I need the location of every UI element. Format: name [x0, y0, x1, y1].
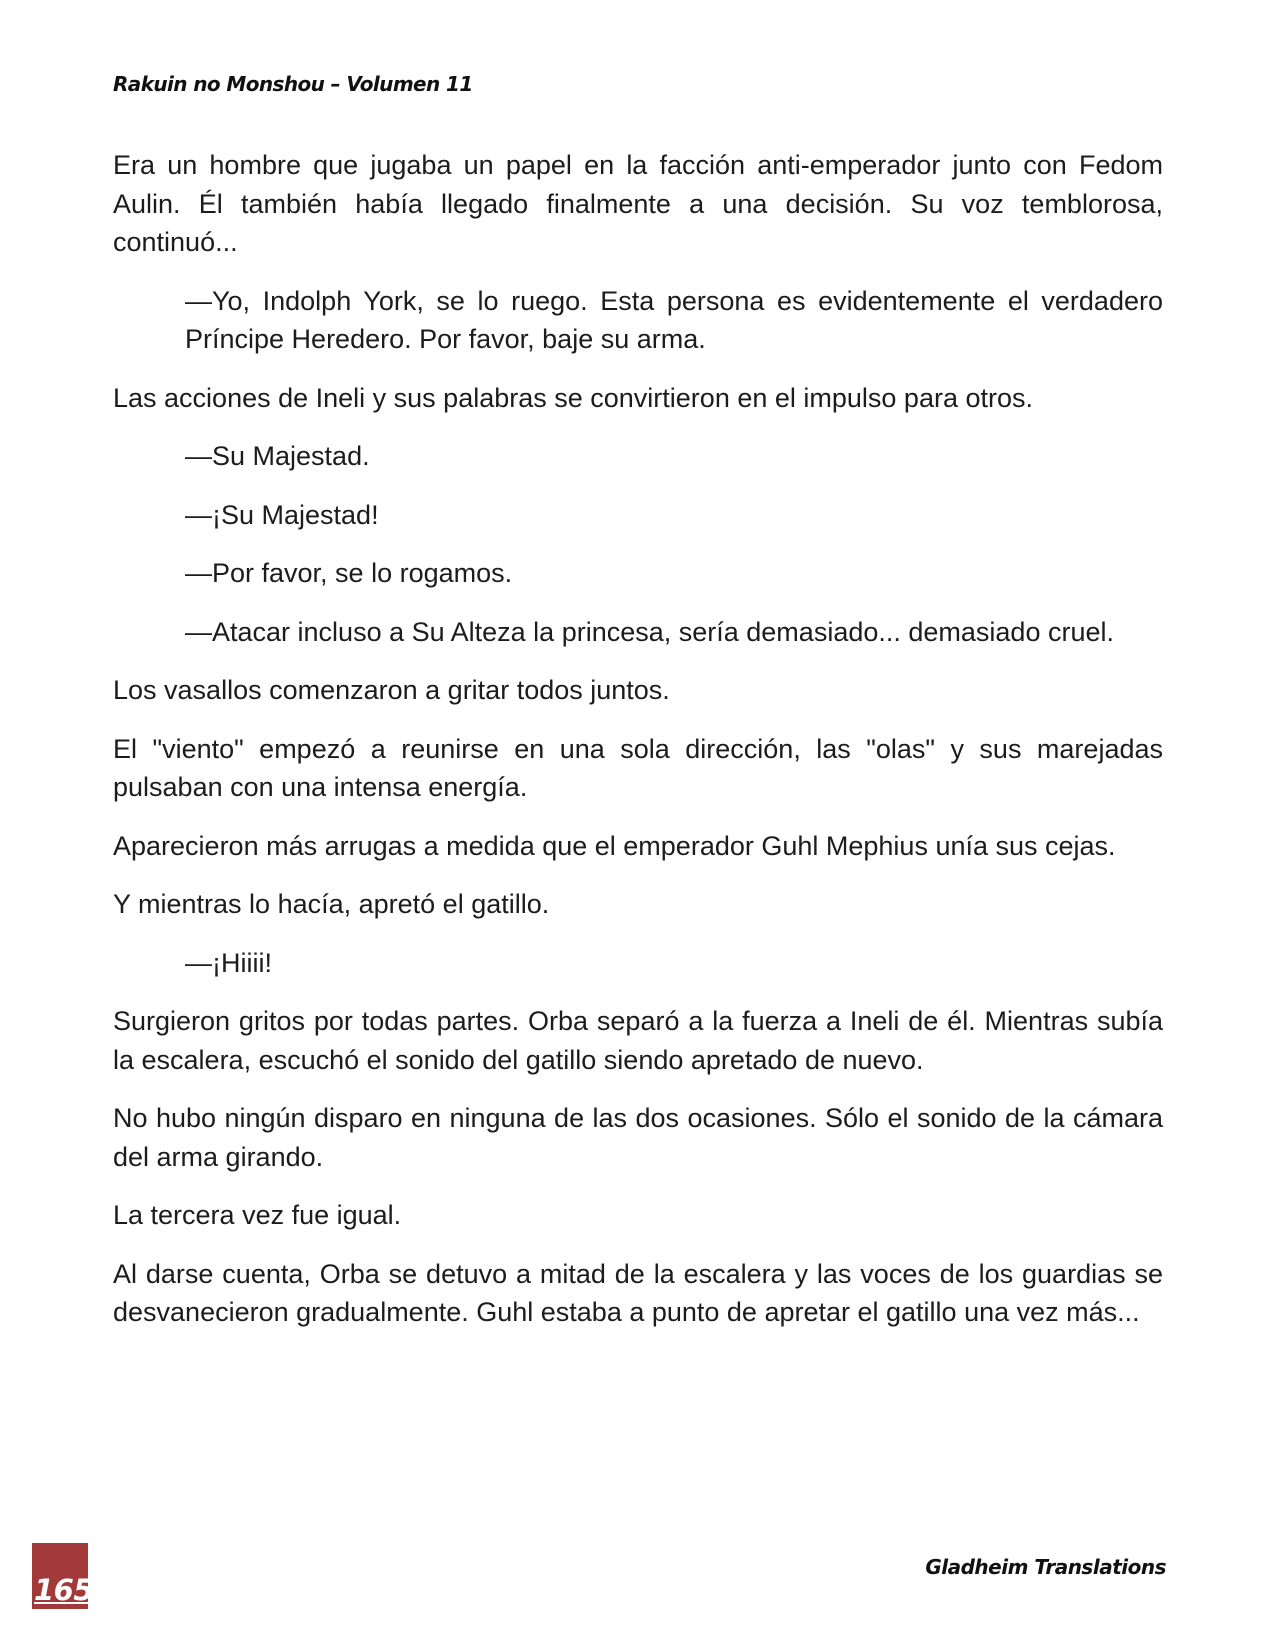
page-number-badge	[32, 1543, 94, 1609]
paragraph-dialogue: —Yo, Indolph York, se lo ruego. Esta persona es evidentemente el verdadero Príncipe Heredero. Por favor, baje su arma.	[185, 285, 1163, 354]
paragraph-dialogue: —Por favor, se lo rogamos.	[185, 558, 513, 588]
paragraph-narration: Era un hombre que jugaba un papel en la facción anti-emperador junto con Fedom Aulin. Él también había llegado finalmente a una decisión. Su voz temblorosa, continuó...	[113, 150, 1163, 257]
paragraph-narration: Y mientras lo hacía, apretó el gatillo.	[113, 889, 550, 919]
paragraph-narration: La tercera vez fue igual.	[113, 1200, 402, 1230]
paragraph-narration: Al darse cuenta, Orba se detuvo a mitad de la escalera y las voces de los guardias se desvanecieron gradualmente. Guhl estaba a punto de apretar el gatillo una vez más...	[113, 1258, 1163, 1327]
footer-credit: Gladheim Translations	[925, 1555, 1166, 1579]
paragraph-narration: Surgieron gritos por todas partes. Orba separó a la fuerza a Ineli de él. Mientras subía la escalera, escuchó el sonido del gatillo siendo apretado de nuevo.	[113, 1006, 1163, 1075]
page-body	[113, 146, 1163, 1352]
running-header: Rakuin no Monshou – Volumen 11	[113, 72, 473, 96]
paragraph-narration: Aparecieron más arrugas a medida que el emperador Guhl Mephius unía sus cejas.	[113, 830, 1116, 861]
paragraph-dialogue: —¡Hiiii!	[185, 947, 272, 978]
paragraph-narration: Los vasallos comenzaron a gritar todos juntos.	[113, 675, 670, 705]
paragraph-dialogue: —Atacar incluso a Su Alteza la princesa, sería demasiado... demasiado cruel.	[185, 616, 1114, 647]
paragraph-dialogue: —¡Su Majestad!	[185, 499, 379, 530]
paragraph-dialogue: —Su Majestad.	[185, 441, 370, 471]
paragraph-narration: El "viento" empezó a reunirse en una sola dirección, las "olas" y sus marejadas pulsaban con una intensa energía.	[113, 733, 1163, 802]
paragraph-narration: Las acciones de Ineli y sus palabras se convirtieron en el impulso para otros.	[113, 382, 1033, 413]
paragraph-narration: No hubo ningún disparo en ninguna de las dos ocasiones. Sólo el sonido de la cámara del arma girando.	[113, 1103, 1163, 1172]
page-number: 165	[34, 1573, 94, 1607]
